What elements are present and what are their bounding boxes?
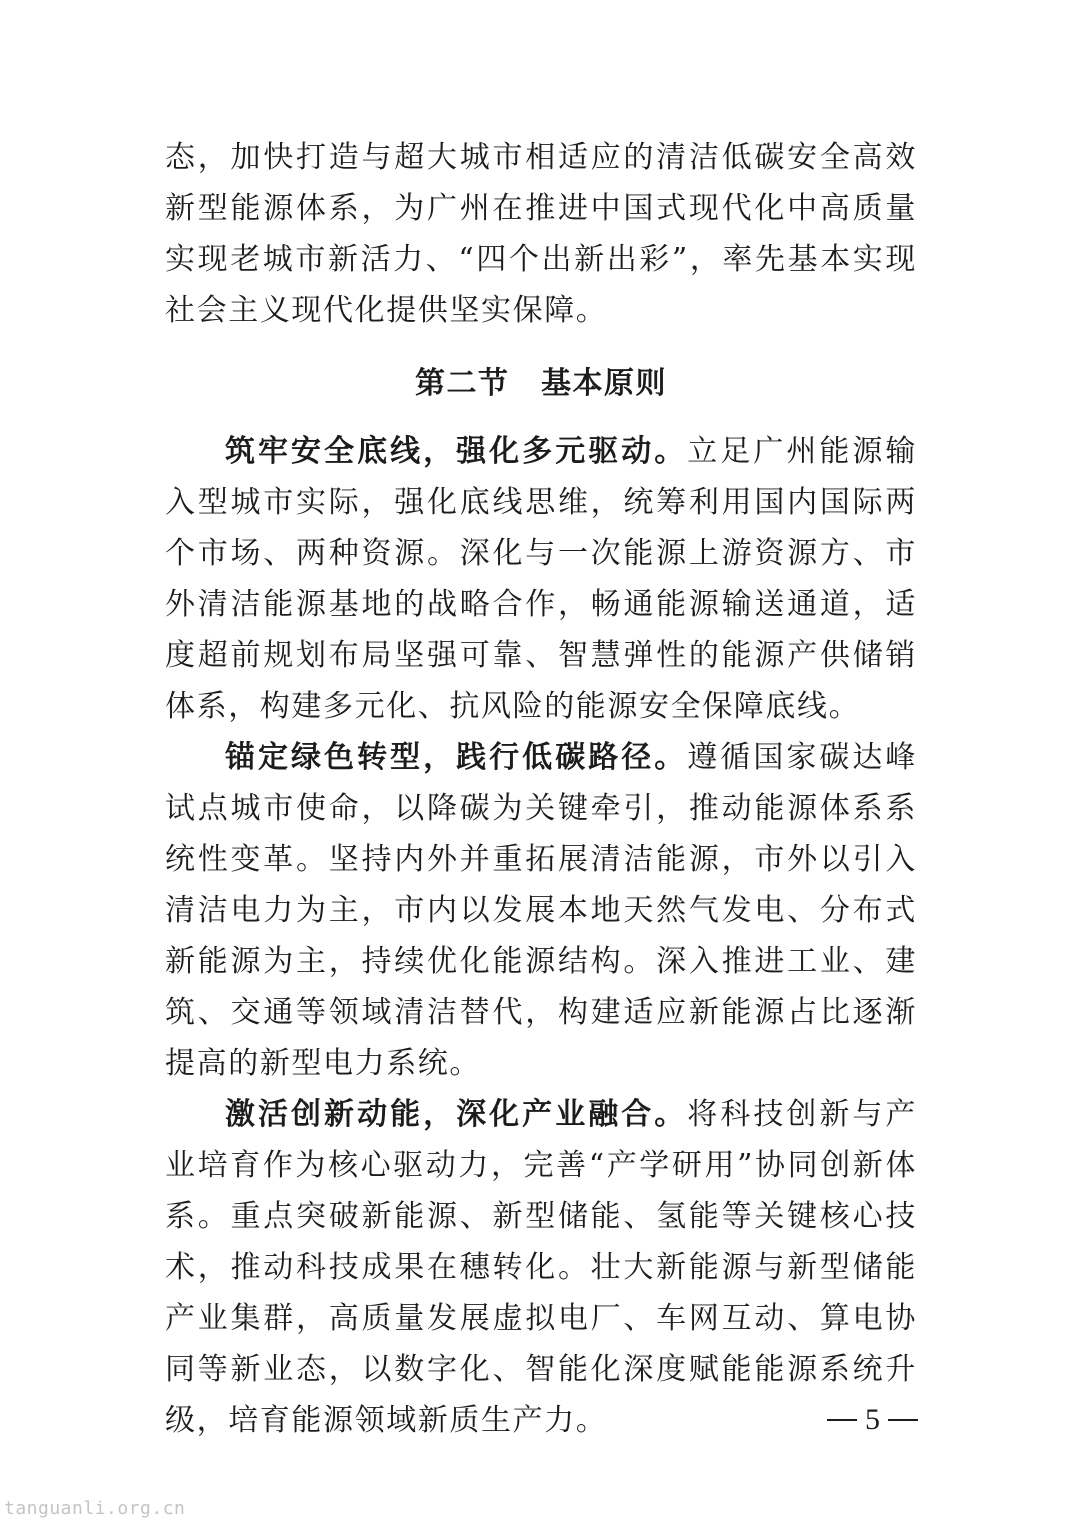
principle-body: 遵循国家碳达峰试点城市使命，以降碳为关键牵引，推动能源体系系统性变革。坚持内外并重拓展清洁能源，市外以引入清洁电力为主，市内以发展本地天然气发电、分布式新能源为主，持续优化能源结构。深入推进工业、建筑、交通等领域清洁替代，构建适应新能源占比逐渐提高的新型电力系统。 (165, 740, 917, 1081)
section-title: 第二节 基本原则 (415, 366, 667, 401)
principle-paragraph (165, 1089, 917, 1446)
page-number-value: 5 (865, 1403, 880, 1436)
page-number (827, 1400, 918, 1440)
principle-body: 立足广州能源输入型城市实际，强化底线思维，统筹利用国内国际两个市场、两种资源。深化与一次能源上游资源方、市外清洁能源基地的战略合作，畅通能源输送通道，适度超前规划布局坚强可靠、智慧弹性的能源产供储销体系，构建多元化、抗风险的能源安全保障底线。 (165, 434, 917, 724)
page-number-dash-right (888, 1419, 918, 1421)
principle-lead: 激活创新动能，深化产业融合。 (225, 1097, 688, 1132)
watermark: tanguanli.org.cn (4, 1498, 186, 1519)
principle-paragraph (165, 426, 917, 732)
principle-lead: 筑牢安全底线，强化多元驱动。 (225, 434, 688, 469)
intro-paragraph: 态，加快打造与超大城市相适应的清洁低碳安全高效新型能源体系，为广州在推进中国式现代化中高质量实现老城市新活力、“四个出新出彩”，率先基本实现社会主义现代化提供坚实保障。 (165, 140, 917, 328)
principle-body: 将科技创新与产业培育作为核心驱动力，完善“产学研用”协同创新体系。重点突破新能源、新型储能、氢能等关键核心技术，推动科技成果在穗转化。壮大新能源与新型储能产业集群，高质量发展虚拟电厂、车网互动、算电协同等新业态，以数字化、智能化深度赋能能源系统升级，培育能源领域新质生产力。 (165, 1097, 917, 1438)
principle-lead: 锚定绿色转型，践行低碳路径。 (225, 740, 688, 775)
page-content (165, 132, 917, 1446)
page-number-dash-left (827, 1419, 857, 1421)
principle-paragraph (165, 732, 917, 1089)
